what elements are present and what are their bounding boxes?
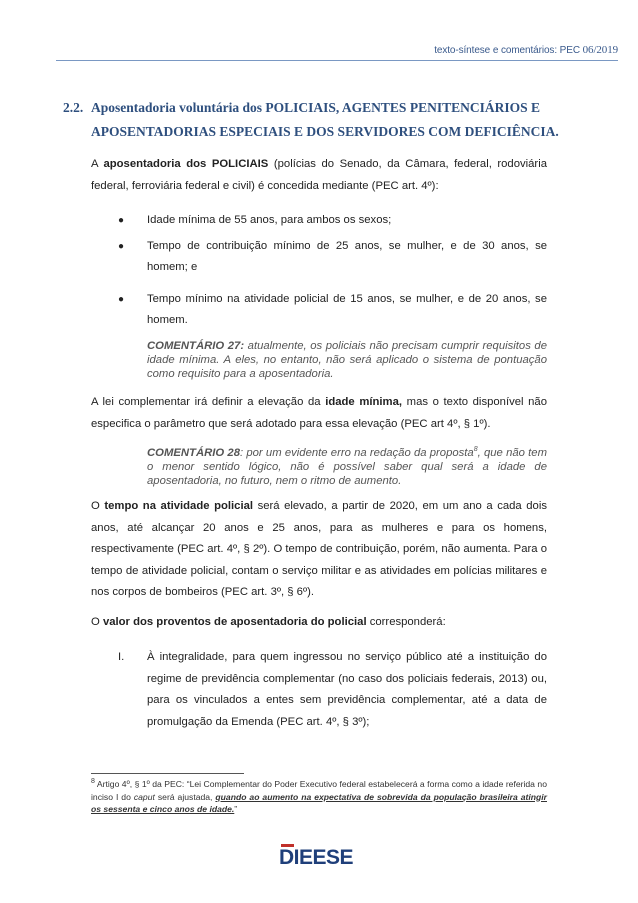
- roman-item-text: À integralidade, para quem ingressou no serviço público até a instituição do regime de previdência complementar (no caso dos policiais federais, 2013) ou, para os vinculados a entes sem previdência complementar, até a data de promulgação da Emenda (PEC art. 4º, § 3º);: [147, 651, 547, 728]
- bold-term: tempo na atividade policial: [104, 500, 254, 512]
- bold-term: valor dos proventos de aposentadoria do policial: [102, 616, 367, 628]
- bullet-icon: ●: [118, 240, 125, 252]
- paragraph-activity-time: O tempo na atividade policial será elevado, a partir de 2020, em um ano a cada dois anos, até alcançar 20 anos e 25 anos, para as mulheres e para os homens, respectivamente (PEC art. 4º, § 2º). O tempo de contribuição, porém, não aumenta. Para o tempo de atividade policial, contam o serviço militar e as atividades em polícias militares e nos corpos de bombeiros (PEC art. 3º, § 6º).: [91, 500, 547, 598]
- footnote: $^8$ Artigo 4º, § 1º da PEC: “Lei Complementar do Poder Executivo federal estabelecerá a forma como a idade referida no inciso I do caput será ajustada, quando ao aumento na expectativa de sobrevida da população brasileira atingir os sessenta e cinco anos de idade.”: [91, 778, 547, 814]
- paragraph-proceeds: O valor dos proventos de aposentadoria do policial corresponderá:: [91, 616, 446, 628]
- bold-term: aposentadoria dos POLICIAIS: [103, 158, 269, 170]
- paragraph-police-retirement: A aposentadoria dos POLICIAIS (polícias do Senado, da Câmara, federal, rodoviária federal, ferroviária federal e civil) é concedida mediante (PEC art. 4º):: [91, 158, 547, 192]
- bullet-icon: ●: [118, 215, 125, 226]
- dieese-logo: DIEESE: [279, 846, 354, 869]
- header-divider: [56, 60, 618, 61]
- requirements-list: [91, 210, 547, 336]
- header-text: texto-síntese e comentários: PEC: [434, 45, 580, 56]
- list-item: ● Tempo de contribuição mínimo de 25 anos, se mulher, e de 30 anos, se homem; e: [91, 236, 547, 279]
- list-item: ● Idade mínima de 55 anos, para ambos os sexos;: [91, 210, 547, 232]
- roman-numeral: I.: [118, 651, 125, 663]
- comment-label: COMENTÁRIO 28: [147, 447, 240, 459]
- header-number: 06/2019: [582, 44, 618, 56]
- footnote-emphasis: quando ao aumento na expectativa de sobrevida da população brasileira atingir os sessenta e cinco anos de idade.: [91, 791, 547, 814]
- bullet-icon: ●: [118, 293, 125, 305]
- section-title-text: Aposentadoria voluntária dos POLICIAIS, AGENTES PENITENCIÁRIOS E APOSENTADORIAS ESPECIAIS E DOS SERVIDORES COM DEFICIÊNCIA.: [91, 100, 559, 139]
- comment-label: COMENTÁRIO 27:: [147, 340, 245, 352]
- footnote-divider: [91, 773, 244, 774]
- footnote-number: 8: [91, 778, 95, 786]
- section-heading: [63, 96, 583, 144]
- list-item: ● Tempo mínimo na atividade policial de 15 anos, se mulher, e de 20 anos, se homem.: [91, 289, 547, 332]
- comment-27: COMENTÁRIO 27: atualmente, os policiais não precisam cumprir requisitos de idade mínima. A eles, no entanto, não será aplicado o sistema de pontuação como requisito para a aposentadoria.: [147, 340, 547, 380]
- footnote-ref[interactable]: 8: [473, 446, 478, 454]
- section-number: 2.2.: [63, 100, 84, 115]
- comment-28: COMENTÁRIO 28: por um evidente erro na redação da proposta$^8$, que não tem o menor sentido lógico, não é possível saber qual será a idade de aposentadoria, no futuro, nem o ritmo de aumento.: [147, 446, 547, 487]
- paragraph-minimum-age: A lei complementar irá definir a elevação da idade mínima, mas o texto disponível não especifica o parâmetro que será adotado para essa elevação (PEC art 4º, § 1º).: [91, 396, 547, 430]
- bold-term: idade mínima,: [325, 396, 403, 408]
- page-header: [434, 44, 618, 56]
